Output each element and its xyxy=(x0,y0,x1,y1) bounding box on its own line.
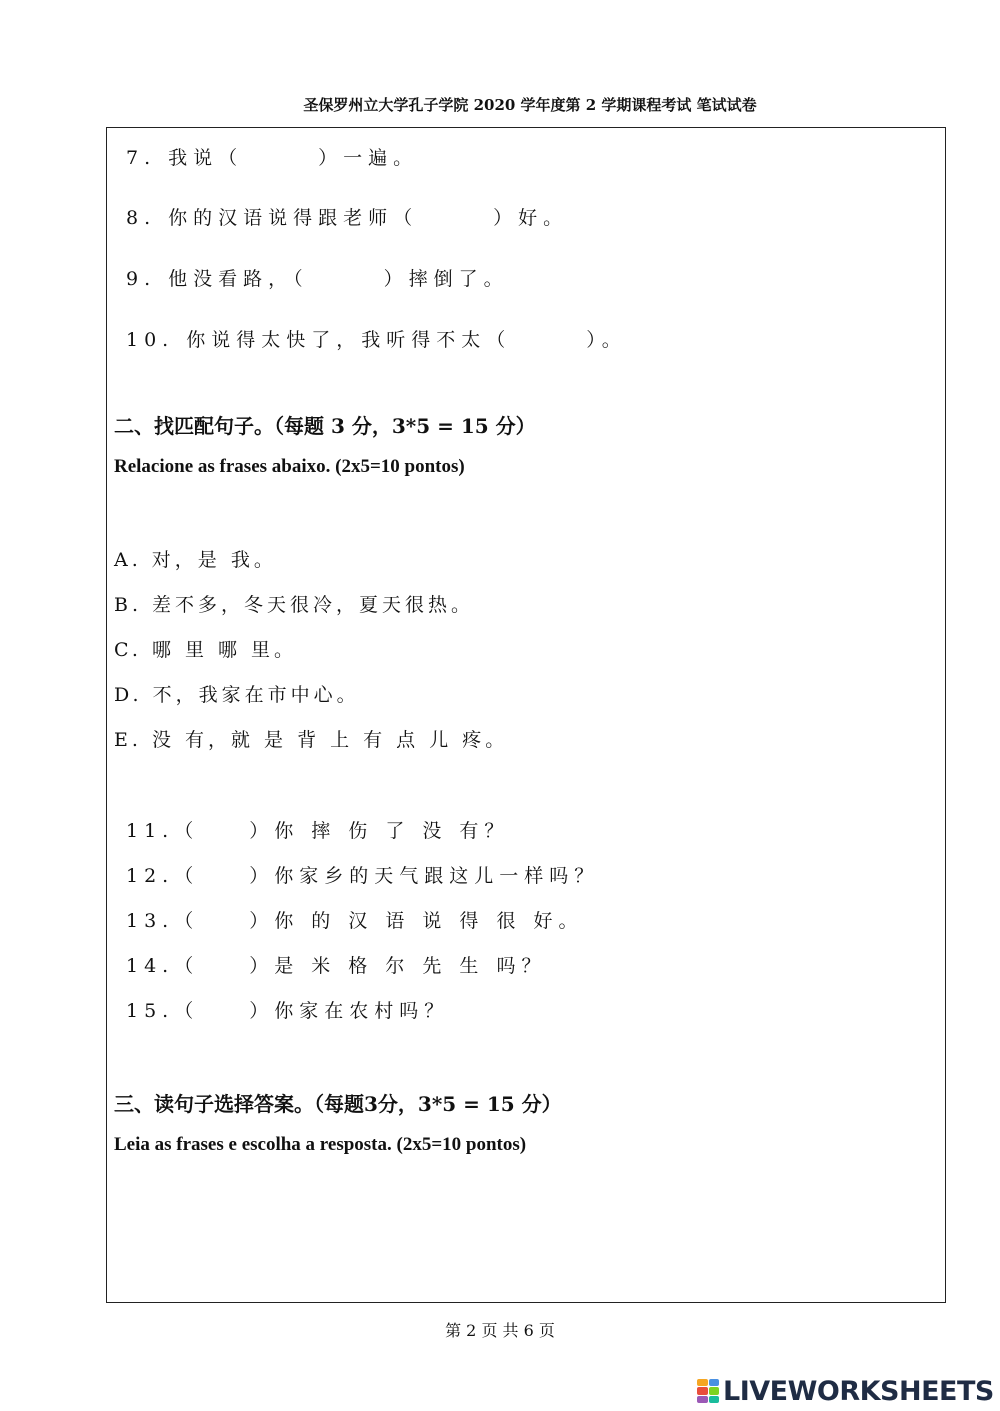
content-frame xyxy=(106,127,946,1303)
section3-subtitle: Leia as frases e escolha a resposta. (2x5=10 pontos) xyxy=(114,1134,527,1155)
question-11[interactable]: 11.（ ）你 摔 伤 了 没 有？ xyxy=(126,820,510,842)
option-a: A. 对，是 我。 xyxy=(114,549,277,571)
question-10: 10. 你说得太快了，我听得不太（ ）。 xyxy=(126,329,627,351)
page-number: 第 2 页 共 6 页 xyxy=(445,1321,555,1340)
question-14[interactable]: 14.（ ）是 米 格 尔 先 生 吗？ xyxy=(126,955,547,977)
option-e: E. 没 有，就 是 背 上 有 点 儿 疼。 xyxy=(114,729,509,751)
question-7: 7. 我说（ ）一遍。 xyxy=(126,147,419,169)
question-15[interactable]: 15.（ ）你家在农村吗？ xyxy=(126,1000,450,1022)
liveworksheets-logo-icon xyxy=(697,1379,719,1403)
liveworksheets-logo xyxy=(697,1376,994,1406)
question-8: 8. 你的汉语说得跟老师（ ）好。 xyxy=(126,207,569,229)
logo-block xyxy=(709,1379,720,1386)
section2-title: 二、找匹配句子。（每题 3 分，3*5 = 15 分） xyxy=(114,414,536,438)
option-c: C. 哪 里 哪 里。 xyxy=(114,639,298,661)
question-13[interactable]: 13.（ ）你 的 汉 语 说 得 很 好。 xyxy=(126,910,584,932)
logo-block xyxy=(697,1396,708,1403)
section2-subtitle: Relacione as frases abaixo. (2x5=10 pontos) xyxy=(114,456,465,477)
option-d: D. 不，我家在市中心。 xyxy=(114,684,360,706)
liveworksheets-logo-text: LIVEWORKSHEETS xyxy=(723,1375,994,1407)
question-12[interactable]: 12.（ ）你家乡的天气跟这儿一样吗？ xyxy=(126,865,600,887)
section3-title: 三、读句子选择答案。（每题3分，3*5 = 15 分） xyxy=(114,1092,562,1116)
logo-block xyxy=(709,1387,720,1394)
logo-block xyxy=(697,1387,708,1394)
exam-header: 圣保罗州立大学孔子学院 2020 学年度第 2 学期课程考试 笔试试卷 xyxy=(303,96,757,114)
option-b: B. 差不多，冬天很冷，夏天很热。 xyxy=(114,594,475,616)
logo-block xyxy=(709,1396,720,1403)
logo-block xyxy=(697,1379,708,1386)
question-9: 9. 他没看路，（ ）摔倒了。 xyxy=(126,268,509,290)
